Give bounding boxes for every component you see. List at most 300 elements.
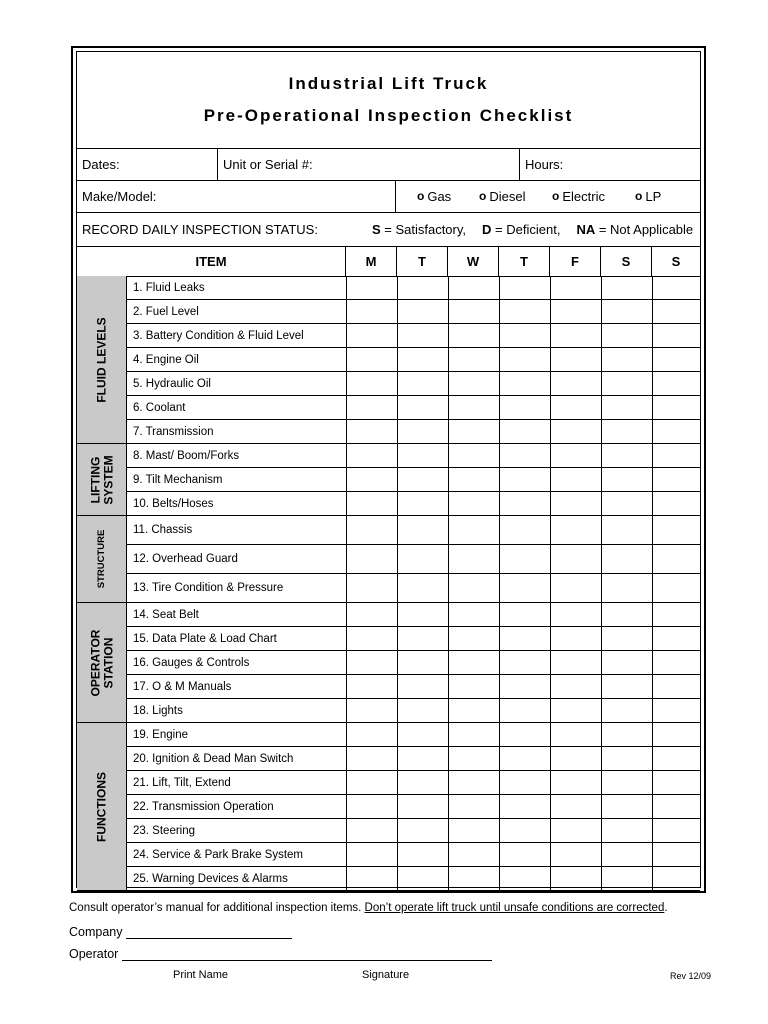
table-row bbox=[126, 348, 700, 372]
print-name-caption: Print Name bbox=[173, 969, 229, 981]
fuel-option-label: LP bbox=[645, 188, 662, 204]
day-checkbox-cell[interactable] bbox=[499, 545, 550, 573]
day-checkbox-cell[interactable] bbox=[550, 545, 601, 573]
section-label bbox=[89, 455, 114, 504]
day-checkbox-cell[interactable] bbox=[448, 276, 499, 299]
day-checkbox-cell[interactable] bbox=[601, 545, 652, 573]
day-checkbox-cell[interactable] bbox=[448, 819, 499, 842]
day-checkbox-cell[interactable] bbox=[397, 651, 448, 674]
item-label: 14. Seat Belt bbox=[133, 608, 199, 621]
legend-not-applicable bbox=[576, 222, 693, 237]
day-checkbox-cell[interactable] bbox=[601, 372, 652, 395]
day-checkbox-cell[interactable] bbox=[499, 651, 550, 674]
title-block bbox=[77, 52, 700, 149]
day-checkbox-cell[interactable] bbox=[550, 603, 601, 626]
day-checkbox-cell[interactable] bbox=[346, 444, 397, 467]
day-checkbox-cell[interactable] bbox=[397, 276, 448, 299]
table-row bbox=[126, 723, 700, 747]
day-checkbox-cell[interactable] bbox=[346, 324, 397, 347]
day-checkbox-cell[interactable] bbox=[448, 574, 499, 602]
day-checkbox-cell[interactable] bbox=[499, 276, 550, 299]
day-checkbox-cell[interactable] bbox=[550, 372, 601, 395]
section-label-band bbox=[77, 516, 126, 603]
day-checkbox-cell[interactable] bbox=[652, 675, 701, 698]
day-checkbox-cell[interactable] bbox=[601, 468, 652, 491]
dates-label: Dates: bbox=[82, 156, 120, 172]
day-checkbox-cell[interactable] bbox=[346, 651, 397, 674]
day-checkbox-cell[interactable] bbox=[397, 324, 448, 347]
day-checkbox-cell[interactable] bbox=[397, 771, 448, 794]
status-label: RECORD DAILY INSPECTION STATUS: bbox=[82, 221, 318, 237]
item-label: 8. Mast/ Boom/Forks bbox=[133, 449, 240, 462]
day-checkbox-cell[interactable] bbox=[550, 795, 601, 818]
section-label-line: LIFTING bbox=[87, 456, 102, 503]
item-column-header: ITEM bbox=[195, 253, 227, 269]
day-checkbox-cell[interactable] bbox=[346, 699, 397, 722]
day-checkbox-cell[interactable] bbox=[499, 747, 550, 770]
section-label-band bbox=[77, 276, 126, 444]
fuel-option-diesel[interactable] bbox=[479, 180, 525, 212]
day-checkbox-cell[interactable] bbox=[346, 348, 397, 371]
day-header-mon: M bbox=[345, 246, 396, 276]
day-checkbox-cell[interactable] bbox=[448, 723, 499, 746]
day-checkbox-cell[interactable] bbox=[499, 396, 550, 419]
day-checkbox-cell[interactable] bbox=[397, 843, 448, 866]
table-row bbox=[126, 819, 700, 843]
day-checkbox-cell[interactable] bbox=[397, 516, 448, 544]
day-checkbox-cell[interactable] bbox=[499, 867, 550, 890]
item-label: 16. Gauges & Controls bbox=[133, 656, 250, 669]
day-checkbox-cell[interactable] bbox=[652, 300, 701, 323]
section-label-line: OPERATOR bbox=[87, 629, 102, 696]
day-checkbox-cell[interactable] bbox=[652, 276, 701, 299]
day-checkbox-cell[interactable] bbox=[448, 867, 499, 890]
legend-key-d: D bbox=[482, 221, 492, 237]
day-checkbox-cell[interactable] bbox=[601, 276, 652, 299]
day-checkbox-cell[interactable] bbox=[346, 492, 397, 515]
info-row-1 bbox=[77, 148, 700, 181]
legend-text-na: = Not Applicable bbox=[595, 221, 694, 237]
day-checkbox-cell[interactable] bbox=[601, 843, 652, 866]
legend-key-na: NA bbox=[576, 221, 596, 237]
day-checkbox-cell[interactable] bbox=[397, 574, 448, 602]
day-checkbox-cell[interactable] bbox=[397, 300, 448, 323]
signature-caption: Signature bbox=[362, 969, 410, 981]
day-checkbox-cell[interactable] bbox=[448, 603, 499, 626]
day-checkbox-cell[interactable] bbox=[601, 675, 652, 698]
day-checkbox-cell[interactable] bbox=[550, 276, 601, 299]
day-checkbox-cell[interactable] bbox=[499, 574, 550, 602]
fuel-option-label: Diesel bbox=[489, 188, 526, 204]
table-row bbox=[126, 747, 700, 771]
item-label: 3. Battery Condition & Fluid Level bbox=[133, 329, 304, 342]
day-checkbox-cell[interactable] bbox=[499, 819, 550, 842]
checkbox-icon: o bbox=[479, 189, 487, 203]
table-row bbox=[126, 420, 700, 444]
day-checkbox-cell[interactable] bbox=[550, 396, 601, 419]
section-label-band bbox=[77, 603, 126, 723]
day-checkbox-cell[interactable] bbox=[448, 675, 499, 698]
table-row bbox=[126, 276, 700, 300]
day-checkbox-cell[interactable] bbox=[652, 492, 701, 515]
table-row bbox=[126, 699, 700, 723]
day-checkbox-cell[interactable] bbox=[397, 723, 448, 746]
day-checkbox-cell[interactable] bbox=[601, 723, 652, 746]
day-checkbox-cell[interactable] bbox=[652, 723, 701, 746]
day-checkbox-cell[interactable] bbox=[652, 819, 701, 842]
day-checkbox-cell[interactable] bbox=[550, 675, 601, 698]
day-checkbox-cell[interactable] bbox=[499, 444, 550, 467]
item-label: 11. Chassis bbox=[133, 524, 193, 536]
day-checkbox-cell[interactable] bbox=[601, 795, 652, 818]
legend-deficient bbox=[482, 222, 560, 237]
table-row bbox=[126, 843, 700, 867]
item-label: 13. Tire Condition & Pressure bbox=[133, 582, 284, 594]
dates-field[interactable] bbox=[77, 148, 217, 180]
day-checkbox-cell[interactable] bbox=[448, 324, 499, 347]
day-checkbox-cell[interactable] bbox=[550, 651, 601, 674]
day-header-thu: T bbox=[498, 246, 549, 276]
day-checkbox-cell[interactable] bbox=[397, 867, 448, 890]
item-label: 20. Ignition & Dead Man Switch bbox=[133, 752, 294, 765]
day-checkbox-cell[interactable] bbox=[652, 843, 701, 866]
day-checkbox-cell[interactable] bbox=[448, 651, 499, 674]
day-checkbox-cell[interactable] bbox=[550, 468, 601, 491]
make-model-field[interactable] bbox=[77, 180, 395, 212]
item-label: 23. Steering bbox=[133, 824, 196, 837]
day-checkbox-cell[interactable] bbox=[652, 771, 701, 794]
company-input-line[interactable] bbox=[126, 924, 292, 939]
day-checkbox-cell[interactable] bbox=[499, 300, 550, 323]
day-checkbox-cell[interactable] bbox=[652, 396, 701, 419]
day-checkbox-cell[interactable] bbox=[550, 300, 601, 323]
day-checkbox-cell[interactable] bbox=[397, 627, 448, 650]
table-row bbox=[126, 324, 700, 348]
day-checkbox-cell[interactable] bbox=[550, 420, 601, 443]
day-checkbox-cell[interactable] bbox=[346, 372, 397, 395]
day-checkbox-cell[interactable] bbox=[550, 699, 601, 722]
checkbox-icon: o bbox=[552, 189, 560, 203]
section-label-band bbox=[77, 444, 126, 516]
item-label: 19. Engine bbox=[133, 728, 188, 741]
section-label-line: STATION bbox=[100, 637, 115, 688]
day-checkbox-cell[interactable] bbox=[346, 867, 397, 890]
day-checkbox-cell[interactable] bbox=[550, 444, 601, 467]
item-label: 15. Data Plate & Load Chart bbox=[133, 632, 277, 645]
day-checkbox-cell[interactable] bbox=[550, 492, 601, 515]
day-checkbox-cell[interactable] bbox=[499, 420, 550, 443]
item-label: 17. O & M Manuals bbox=[133, 680, 232, 693]
day-checkbox-cell[interactable] bbox=[601, 627, 652, 650]
day-checkbox-cell[interactable] bbox=[397, 468, 448, 491]
checklist-form bbox=[71, 46, 706, 893]
day-checkbox-cell[interactable] bbox=[448, 348, 499, 371]
section-label-line: FUNCTIONS bbox=[94, 771, 109, 842]
section-label bbox=[95, 317, 108, 402]
item-label: 6. Coolant bbox=[133, 401, 186, 414]
footer-period: . bbox=[664, 902, 668, 914]
operator-line bbox=[69, 946, 492, 961]
day-checkbox-cell[interactable] bbox=[346, 516, 397, 544]
unit-serial-label: Unit or Serial #: bbox=[223, 156, 313, 172]
day-checkbox-cell[interactable] bbox=[346, 747, 397, 770]
day-checkbox-cell[interactable] bbox=[550, 324, 601, 347]
day-checkbox-cell[interactable] bbox=[550, 723, 601, 746]
day-checkbox-cell[interactable] bbox=[448, 699, 499, 722]
day-header-tue: T bbox=[396, 246, 447, 276]
fuel-option-label: Gas bbox=[427, 188, 452, 204]
day-checkbox-cell[interactable] bbox=[397, 420, 448, 443]
day-checkbox-cell[interactable] bbox=[346, 545, 397, 573]
day-checkbox-cell[interactable] bbox=[550, 348, 601, 371]
day-checkbox-cell[interactable] bbox=[550, 819, 601, 842]
day-checkbox-cell[interactable] bbox=[346, 627, 397, 650]
footer-note bbox=[69, 902, 668, 914]
section-label bbox=[97, 530, 107, 589]
item-label: 22. Transmission Operation bbox=[133, 800, 274, 813]
table-row bbox=[126, 300, 700, 324]
day-checkbox-cell[interactable] bbox=[652, 420, 701, 443]
day-checkbox-cell[interactable] bbox=[397, 396, 448, 419]
day-checkbox-cell[interactable] bbox=[652, 348, 701, 371]
day-checkbox-cell[interactable] bbox=[499, 603, 550, 626]
day-checkbox-cell[interactable] bbox=[601, 324, 652, 347]
day-checkbox-cell[interactable] bbox=[448, 795, 499, 818]
day-checkbox-cell[interactable] bbox=[601, 444, 652, 467]
day-checkbox-cell[interactable] bbox=[652, 651, 701, 674]
day-checkbox-cell[interactable] bbox=[652, 747, 701, 770]
day-checkbox-cell[interactable] bbox=[550, 843, 601, 866]
table-header-row bbox=[77, 246, 700, 277]
checkbox-icon: o bbox=[635, 189, 643, 203]
form-inner bbox=[76, 51, 701, 888]
day-checkbox-cell[interactable] bbox=[601, 699, 652, 722]
day-checkbox-cell[interactable] bbox=[499, 372, 550, 395]
day-checkbox-cell[interactable] bbox=[397, 795, 448, 818]
info-row-2 bbox=[77, 180, 700, 213]
day-checkbox-cell[interactable] bbox=[601, 300, 652, 323]
item-label: 1. Fluid Leaks bbox=[133, 281, 205, 294]
day-checkbox-cell[interactable] bbox=[499, 516, 550, 544]
day-checkbox-cell[interactable] bbox=[652, 516, 701, 544]
day-checkbox-cell[interactable] bbox=[499, 675, 550, 698]
unit-serial-field[interactable] bbox=[217, 148, 519, 180]
hours-label: Hours: bbox=[525, 156, 564, 172]
fuel-option-gas[interactable] bbox=[417, 180, 451, 212]
day-checkbox-cell[interactable] bbox=[601, 348, 652, 371]
hours-field[interactable] bbox=[519, 148, 699, 180]
company-line bbox=[69, 924, 292, 939]
day-checkbox-cell[interactable] bbox=[499, 324, 550, 347]
day-checkbox-cell[interactable] bbox=[601, 603, 652, 626]
day-checkbox-cell[interactable] bbox=[499, 795, 550, 818]
table-row bbox=[126, 771, 700, 795]
table-row bbox=[126, 444, 700, 468]
day-checkbox-cell[interactable] bbox=[346, 396, 397, 419]
day-checkbox-cell[interactable] bbox=[397, 819, 448, 842]
day-checkbox-cell[interactable] bbox=[346, 468, 397, 491]
day-checkbox-cell[interactable] bbox=[601, 819, 652, 842]
day-checkbox-cell[interactable] bbox=[652, 545, 701, 573]
day-checkbox-cell[interactable] bbox=[601, 651, 652, 674]
item-label: 4. Engine Oil bbox=[133, 353, 199, 366]
day-checkbox-cell[interactable] bbox=[499, 627, 550, 650]
day-header-wed: W bbox=[447, 246, 498, 276]
day-checkbox-cell[interactable] bbox=[448, 545, 499, 573]
day-checkbox-cell[interactable] bbox=[652, 468, 701, 491]
table-row bbox=[126, 867, 700, 891]
section-label-band bbox=[77, 723, 126, 891]
day-checkbox-cell[interactable] bbox=[499, 468, 550, 491]
item-label: 24. Service & Park Brake System bbox=[133, 848, 304, 861]
day-checkbox-cell[interactable] bbox=[397, 444, 448, 467]
table-row bbox=[126, 603, 700, 627]
footer-note-text: Consult operator’s manual for additional inspection items. bbox=[69, 902, 365, 914]
day-checkbox-cell[interactable] bbox=[652, 795, 701, 818]
table-row bbox=[126, 396, 700, 420]
item-label: 21. Lift, Tilt, Extend bbox=[133, 776, 231, 789]
day-checkbox-cell[interactable] bbox=[652, 324, 701, 347]
day-checkbox-cell[interactable] bbox=[448, 444, 499, 467]
day-checkbox-cell[interactable] bbox=[448, 396, 499, 419]
day-checkbox-cell[interactable] bbox=[652, 444, 701, 467]
day-checkbox-cell[interactable] bbox=[499, 348, 550, 371]
day-checkbox-cell[interactable] bbox=[601, 867, 652, 890]
day-checkbox-cell[interactable] bbox=[601, 771, 652, 794]
day-header-sun: S bbox=[651, 246, 700, 276]
item-label: 12. Overhead Guard bbox=[133, 553, 238, 565]
day-checkbox-cell[interactable] bbox=[397, 747, 448, 770]
table-row bbox=[126, 468, 700, 492]
day-checkbox-cell[interactable] bbox=[346, 574, 397, 602]
item-label: 18. Lights bbox=[133, 704, 183, 717]
day-checkbox-cell[interactable] bbox=[346, 771, 397, 794]
item-label: 2. Fuel Level bbox=[133, 305, 199, 318]
status-legend-row bbox=[77, 212, 700, 247]
day-checkbox-cell[interactable] bbox=[652, 574, 701, 602]
form-title: Industrial Lift Truck bbox=[288, 74, 489, 93]
day-checkbox-cell[interactable] bbox=[346, 300, 397, 323]
day-checkbox-cell[interactable] bbox=[550, 747, 601, 770]
table-row bbox=[126, 516, 700, 545]
legend-text-d: = Deficient, bbox=[491, 221, 561, 237]
section-label-line: STRUCTURE bbox=[95, 529, 107, 589]
day-checkbox-cell[interactable] bbox=[448, 771, 499, 794]
company-label: Company bbox=[69, 925, 123, 939]
day-checkbox-cell[interactable] bbox=[652, 699, 701, 722]
item-label: 9. Tilt Mechanism bbox=[133, 473, 223, 486]
section-label-line: FLUID LEVELS bbox=[94, 316, 109, 403]
day-checkbox-cell[interactable] bbox=[601, 396, 652, 419]
make-model-label: Make/Model: bbox=[82, 188, 157, 204]
day-checkbox-cell[interactable] bbox=[397, 545, 448, 573]
day-checkbox-cell[interactable] bbox=[397, 372, 448, 395]
section-label-line: SYSTEM bbox=[100, 454, 115, 505]
day-checkbox-cell[interactable] bbox=[652, 603, 701, 626]
day-checkbox-cell[interactable] bbox=[346, 675, 397, 698]
table-row bbox=[126, 545, 700, 574]
legend-satisfactory bbox=[372, 222, 466, 237]
day-checkbox-cell[interactable] bbox=[397, 603, 448, 626]
day-checkbox-cell[interactable] bbox=[499, 723, 550, 746]
day-checkbox-cell[interactable] bbox=[397, 348, 448, 371]
item-label: 7. Transmission bbox=[133, 425, 214, 438]
footer-warning: Don’t operate lift truck until unsafe conditions are corrected bbox=[364, 902, 665, 914]
day-checkbox-cell[interactable] bbox=[550, 771, 601, 794]
day-checkbox-cell[interactable] bbox=[601, 420, 652, 443]
day-header-fri: F bbox=[549, 246, 600, 276]
day-checkbox-cell[interactable] bbox=[550, 867, 601, 890]
day-checkbox-cell[interactable] bbox=[448, 492, 499, 515]
day-checkbox-cell[interactable] bbox=[601, 516, 652, 544]
day-checkbox-cell[interactable] bbox=[601, 747, 652, 770]
day-checkbox-cell[interactable] bbox=[499, 843, 550, 866]
day-checkbox-cell[interactable] bbox=[499, 771, 550, 794]
legend-text-s: = Satisfactory, bbox=[380, 221, 467, 237]
item-label: 25. Warning Devices & Alarms bbox=[133, 872, 288, 885]
day-checkbox-cell[interactable] bbox=[550, 516, 601, 544]
day-checkbox-cell[interactable] bbox=[652, 627, 701, 650]
status-legend bbox=[77, 212, 700, 246]
day-checkbox-cell[interactable] bbox=[397, 492, 448, 515]
table-row bbox=[126, 795, 700, 819]
day-checkbox-cell[interactable] bbox=[652, 372, 701, 395]
day-checkbox-cell[interactable] bbox=[346, 603, 397, 626]
day-checkbox-cell[interactable] bbox=[448, 516, 499, 544]
checkbox-icon: o bbox=[417, 189, 425, 203]
day-checkbox-cell[interactable] bbox=[346, 276, 397, 299]
day-checkbox-cell[interactable] bbox=[448, 372, 499, 395]
operator-input-line[interactable] bbox=[122, 946, 492, 961]
day-checkbox-cell[interactable] bbox=[550, 574, 601, 602]
day-checkbox-cell[interactable] bbox=[448, 300, 499, 323]
day-checkbox-cell[interactable] bbox=[601, 492, 652, 515]
day-checkbox-cell[interactable] bbox=[346, 843, 397, 866]
day-checkbox-cell[interactable] bbox=[550, 627, 601, 650]
section-label bbox=[89, 629, 114, 696]
table-row bbox=[126, 492, 700, 516]
fuel-option-lp[interactable] bbox=[635, 180, 661, 212]
day-checkbox-cell[interactable] bbox=[652, 867, 701, 890]
fuel-option-label: Electric bbox=[562, 188, 605, 204]
table-row bbox=[126, 675, 700, 699]
day-checkbox-cell[interactable] bbox=[448, 627, 499, 650]
day-checkbox-cell[interactable] bbox=[448, 420, 499, 443]
day-header-sat: S bbox=[600, 246, 651, 276]
table-row bbox=[126, 627, 700, 651]
form-subtitle: Pre-Operational Inspection Checklist bbox=[203, 106, 574, 125]
day-checkbox-cell[interactable] bbox=[448, 843, 499, 866]
section-label bbox=[95, 772, 108, 842]
day-checkbox-cell[interactable] bbox=[448, 747, 499, 770]
day-checkbox-cell[interactable] bbox=[397, 699, 448, 722]
day-checkbox-cell[interactable] bbox=[346, 723, 397, 746]
day-checkbox-cell[interactable] bbox=[601, 574, 652, 602]
day-checkbox-cell[interactable] bbox=[499, 699, 550, 722]
day-checkbox-cell[interactable] bbox=[346, 795, 397, 818]
day-checkbox-cell[interactable] bbox=[499, 492, 550, 515]
fuel-option-electric[interactable] bbox=[552, 180, 605, 212]
item-label: 5. Hydraulic Oil bbox=[133, 377, 211, 390]
day-checkbox-cell[interactable] bbox=[346, 819, 397, 842]
item-label: 10. Belts/Hoses bbox=[133, 497, 214, 510]
legend-key-s: S bbox=[371, 221, 381, 237]
table-row bbox=[126, 372, 700, 396]
day-checkbox-cell[interactable] bbox=[397, 675, 448, 698]
day-checkbox-cell[interactable] bbox=[346, 420, 397, 443]
table-row bbox=[126, 574, 700, 603]
day-checkbox-cell[interactable] bbox=[448, 468, 499, 491]
